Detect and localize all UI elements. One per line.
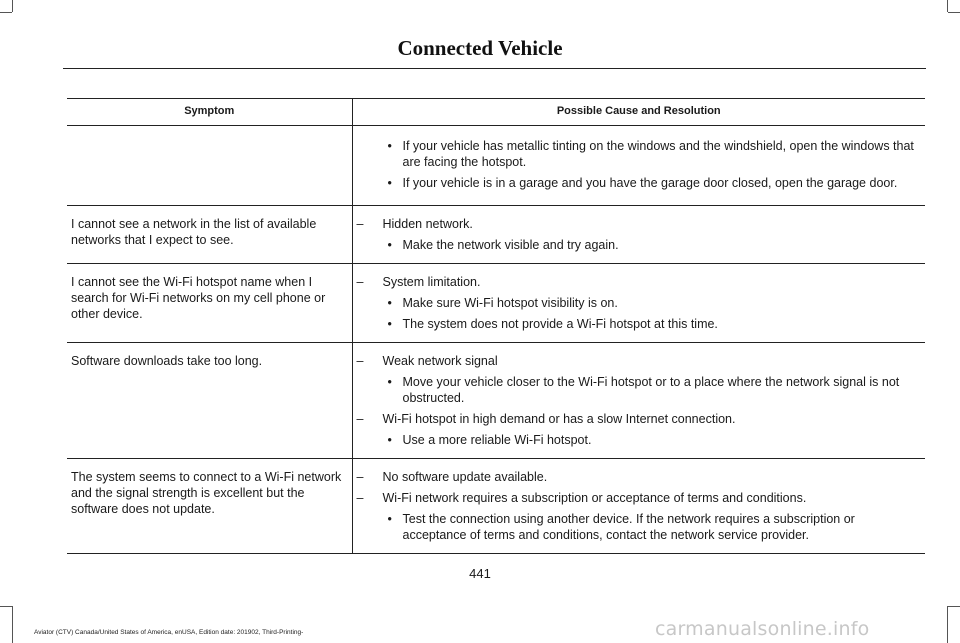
page-title: Connected Vehicle [397, 36, 563, 60]
resolution-item [357, 175, 922, 191]
resolution-item [357, 138, 922, 170]
column-header-symptom: Symptom [67, 99, 352, 126]
resolution-text: The system does not provide a Wi-Fi hotspot at this time. [402, 317, 718, 331]
resolution-text: Move your vehicle closer to the Wi-Fi hotspot or to a place where the network signal is not obstructed. [402, 375, 900, 405]
footer-edition-text: Aviator (CTV) Canada/United States of America, enUSA, Edition date: 201902, Third-Printing- [34, 629, 304, 636]
symptom-cell: I cannot see the Wi-Fi hotspot name when I search for Wi-Fi networks on my cell phone or other device. [67, 264, 352, 343]
cause-item [357, 490, 922, 506]
cause-item [357, 353, 922, 369]
bullet-marker: • [387, 317, 392, 331]
resolution-text: Make sure Wi-Fi hotspot visibility is on. [402, 296, 618, 310]
crop-mark [12, 0, 13, 12]
header-divider [63, 68, 926, 69]
resolution-text: If your vehicle is in a garage and you have the garage door closed, open the garage door. [402, 176, 898, 190]
watermark: carmanualsonline.info [655, 618, 870, 640]
resolution-item [357, 432, 922, 448]
table-row [67, 126, 925, 206]
cause-cell [352, 206, 925, 264]
column-header-cause: Possible Cause and Resolution [352, 99, 925, 126]
troubleshooting-table [67, 98, 925, 554]
bullet-marker: • [387, 238, 392, 252]
cause-item [357, 469, 922, 485]
crop-mark [948, 606, 960, 607]
dash-marker: – [356, 354, 364, 368]
cause-text: Wi-Fi network requires a subscription or acceptance of terms and conditions. [382, 491, 807, 505]
cause-text: Wi-Fi hotspot in high demand or has a slow Internet connection. [382, 412, 736, 426]
bullet-marker: • [387, 176, 392, 190]
bullet-marker: • [387, 375, 392, 389]
symptom-cell: I cannot see a network in the list of available networks that I expect to see. [67, 206, 352, 264]
crop-mark [948, 12, 960, 13]
symptom-cell: Software downloads take too long. [67, 343, 352, 459]
dash-marker: – [356, 491, 364, 505]
crop-mark [12, 606, 13, 643]
resolution-item [357, 511, 922, 543]
crop-mark [947, 606, 948, 643]
resolution-item [357, 295, 922, 311]
bullet-marker: • [387, 433, 392, 447]
symptom-cell [67, 126, 352, 206]
cause-item [357, 274, 922, 290]
cause-text: Hidden network. [382, 217, 473, 231]
cause-cell [352, 264, 925, 343]
resolution-text: Test the connection using another device. If the network requires a subscription or acceptance of terms and conditions, contact the network service provider. [402, 512, 855, 542]
resolution-text: If your vehicle has metallic tinting on the windows and the windshield, open the windows that are facing the hotspot. [402, 139, 914, 169]
dash-marker: – [356, 412, 364, 426]
bullet-marker: • [387, 296, 392, 310]
dash-marker: – [356, 470, 364, 484]
resolution-item [357, 237, 922, 253]
crop-mark [0, 606, 12, 607]
bullet-marker: • [387, 512, 392, 526]
cause-cell [352, 459, 925, 554]
table-row [67, 264, 925, 343]
cause-text: Weak network signal [382, 354, 498, 368]
table-row [67, 206, 925, 264]
dash-marker: – [356, 217, 364, 231]
table-row [67, 343, 925, 459]
crop-mark [947, 0, 948, 12]
bullet-marker: • [387, 139, 392, 153]
resolution-item [357, 374, 922, 406]
page-number: 441 [469, 566, 491, 581]
crop-mark [0, 12, 12, 13]
cause-item [357, 216, 922, 232]
cause-item [357, 411, 922, 427]
cause-text: System limitation. [382, 275, 481, 289]
table-header-row [67, 99, 925, 126]
table-row [67, 459, 925, 554]
resolution-text: Use a more reliable Wi-Fi hotspot. [402, 433, 592, 447]
resolution-item [357, 316, 922, 332]
cause-cell [352, 343, 925, 459]
symptom-cell: The system seems to connect to a Wi-Fi network and the signal strength is excellent but the software does not update. [67, 459, 352, 554]
cause-cell [352, 126, 925, 206]
cause-text: No software update available. [382, 470, 548, 484]
dash-marker: – [356, 275, 364, 289]
resolution-text: Make the network visible and try again. [402, 238, 619, 252]
